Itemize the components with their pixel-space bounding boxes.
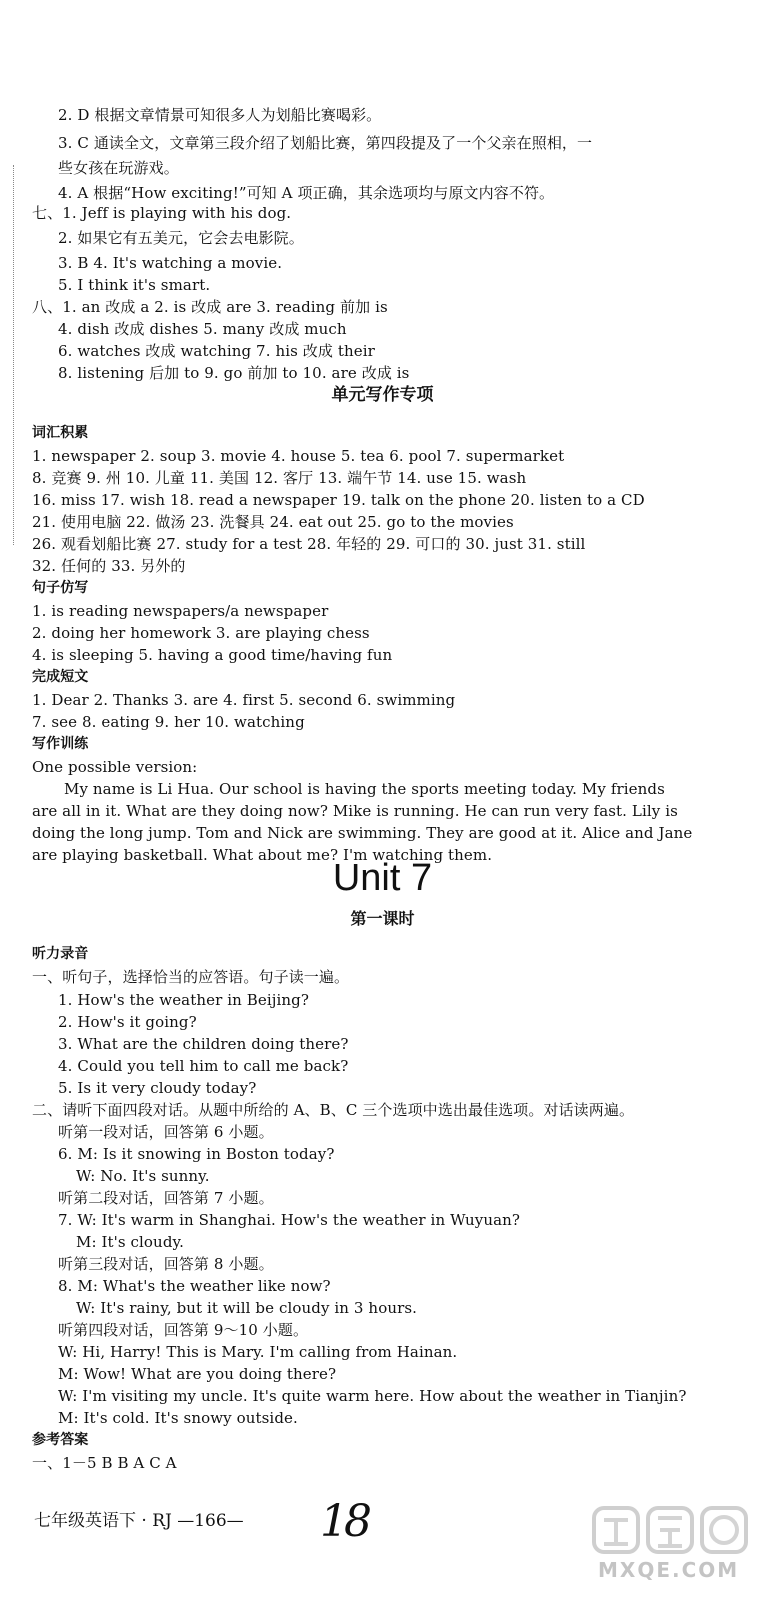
- subsection-heading: 听力录音: [32, 946, 89, 962]
- lesson-title: 第一课时: [350, 909, 415, 928]
- text-line: W: Hi, Harry! This is Mary. I'm calling from Hainan.: [58, 1343, 458, 1361]
- subsection-heading: 词汇积累: [32, 425, 89, 441]
- text-line: 26. 观看划船比赛 27. study for a test 28. 年轻的 29. 可口的 30. just 31. still: [32, 535, 586, 553]
- text-line: 1. is reading newspapers/a newspaper: [32, 602, 329, 620]
- text-line: 3. What are the children doing there?: [58, 1035, 349, 1053]
- text-line: 16. miss 17. wish 18. read a newspaper 19. talk on the phone 20. listen to a CD: [32, 491, 645, 509]
- text-line: 4. Could you tell him to call me back?: [58, 1057, 349, 1075]
- text-line: M: Wow! What are you doing there?: [58, 1365, 337, 1383]
- text-line: 3. B 4. It's watching a movie.: [58, 254, 283, 272]
- text-line: 3. C 通读全文，文章第三段介绍了划船比赛，第四段提及了一个父亲在照相，一: [58, 134, 593, 152]
- text-line: M: It's cloudy.: [76, 1233, 184, 1251]
- text-line: M: It's cold. It's snowy outside.: [58, 1409, 298, 1427]
- section-title: 单元写作专项: [331, 385, 434, 405]
- text-line: 听第一段对话，回答第 6 小题。: [58, 1123, 274, 1141]
- text-line: 七、1. Jeff is playing with his dog.: [32, 204, 292, 222]
- text-line: 一、听句子，选择恰当的应答语。句子读一遍。: [32, 968, 350, 986]
- text-line: 二、请听下面四段对话。从题中所给的 A、B、C 三个选项中选出最佳选项。对话读两遍。: [32, 1101, 635, 1119]
- text-line: 1. How's the weather in Beijing?: [58, 991, 309, 1009]
- watermark-seal-icon: [590, 1500, 760, 1560]
- page-footer: 七年级英语下 · RJ —166—: [34, 1511, 244, 1531]
- text-line: W: No. It's sunny.: [76, 1167, 210, 1185]
- subsection-heading: 完成短文: [32, 669, 89, 685]
- text-line: 8. M: What's the weather like now?: [58, 1277, 331, 1295]
- text-line: 些女孩在玩游戏。: [58, 159, 179, 177]
- subsection-heading: 参考答案: [32, 1432, 89, 1448]
- text-line: 1. newspaper 2. soup 3. movie 4. house 5. tea 6. pool 7. supermarket: [32, 447, 565, 465]
- text-line: 一、1－5 B B A C A: [32, 1454, 177, 1472]
- text-line: 7. W: It's warm in Shanghai. How's the weather in Wuyuan?: [58, 1211, 521, 1229]
- subsection-heading: 句子仿写: [32, 580, 89, 596]
- text-line: 8. 竞赛 9. 州 10. 儿童 11. 美国 12. 客厅 13. 端午节 14. use 15. wash: [32, 469, 527, 487]
- text-line: 2. How's it going?: [58, 1013, 197, 1031]
- text-line: W: It's rainy, but it will be cloudy in 3 hours.: [76, 1299, 418, 1317]
- text-line: 21. 使用电脑 22. 做汤 23. 洗餐具 24. eat out 25. go to the movies: [32, 513, 514, 531]
- text-line: 八、1. an 改成 a 2. is 改成 are 3. reading 前加 is: [32, 298, 388, 316]
- text-line: 32. 任何的 33. 另外的: [32, 557, 186, 575]
- text-line: are playing basketball. What about me? I'm watching them.: [32, 846, 493, 864]
- text-line: 2. D 根据文章情景可知很多人为划船比赛喝彩。: [58, 106, 382, 124]
- text-line: 听第三段对话，回答第 8 小题。: [58, 1255, 274, 1273]
- text-line: 4. is sleeping 5. having a good time/having fun: [32, 646, 393, 664]
- text-line: 6. watches 改成 watching 7. his 改成 their: [58, 342, 375, 360]
- unit-title: Unit 7: [332, 857, 433, 899]
- text-line: are all in it. What are they doing now? Mike is running. He can run very fast. Lily is: [32, 802, 678, 820]
- text-line: 4. A 根据“How exciting!”可知 A 项正确，其余选项均与原文内容不符。: [58, 184, 555, 202]
- text-line: 5. Is it very cloudy today?: [58, 1079, 257, 1097]
- text-line: 2. 如果它有五美元，它会去电影院。: [58, 229, 304, 247]
- binding-margin-line: [13, 165, 14, 545]
- text-line: 听第四段对话，回答第 9～10 小题。: [58, 1321, 309, 1339]
- text-line: 4. dish 改成 dishes 5. many 改成 much: [58, 320, 347, 338]
- text-line: W: I'm visiting my uncle. It's quite warm here. How about the weather in Tianjin?: [58, 1387, 687, 1405]
- subsection-heading: 写作训练: [32, 736, 89, 752]
- text-line: My name is Li Hua. Our school is having the sports meeting today. My friends: [64, 780, 665, 798]
- text-line: doing the long jump. Tom and Nick are swimming. They are good at it. Alice and Jane: [32, 824, 693, 842]
- text-line: 2. doing her homework 3. are playing chess: [32, 624, 370, 642]
- watermark-text: MXQE.COM: [598, 1558, 740, 1582]
- handwritten-page-number: 18: [320, 1496, 368, 1547]
- text-line: 7. see 8. eating 9. her 10. watching: [32, 713, 305, 731]
- text-line: 8. listening 后加 to 9. go 前加 to 10. are 改成 is: [58, 364, 410, 382]
- text-line: 听第二段对话，回答第 7 小题。: [58, 1189, 274, 1207]
- text-line: 5. I think it's smart.: [58, 276, 211, 294]
- watermark-logo: [590, 1500, 760, 1595]
- text-line: One possible version:: [32, 758, 198, 776]
- text-line: 1. Dear 2. Thanks 3. are 4. first 5. second 6. swimming: [32, 691, 456, 709]
- text-line: 6. M: Is it snowing in Boston today?: [58, 1145, 335, 1163]
